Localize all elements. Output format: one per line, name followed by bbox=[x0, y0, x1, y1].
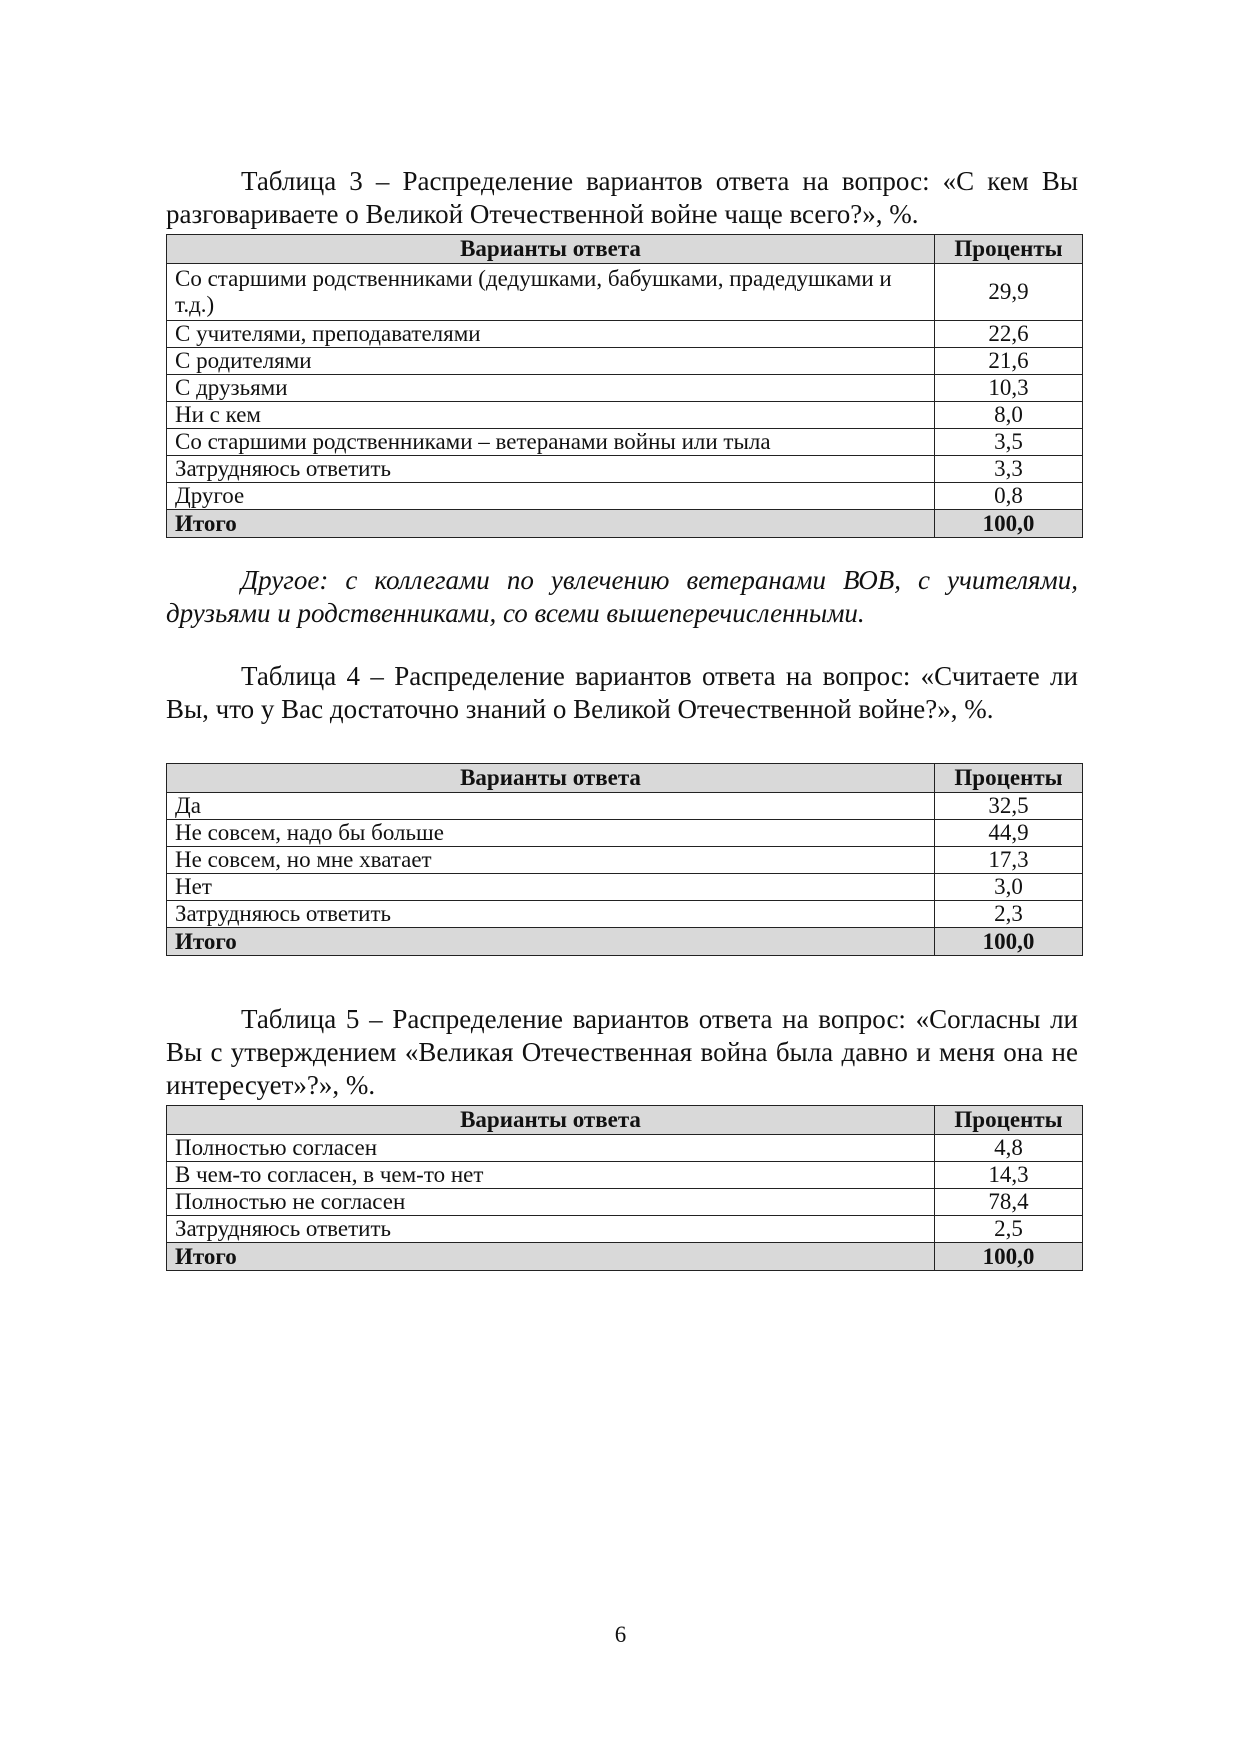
row-value: 44,9 bbox=[935, 820, 1083, 847]
row-value: 3,0 bbox=[935, 874, 1083, 901]
row-value: 29,9 bbox=[935, 264, 1083, 321]
row-value: 3,5 bbox=[935, 429, 1083, 456]
table3-header-row bbox=[167, 235, 1083, 264]
table5-total-row bbox=[167, 1243, 1083, 1271]
table-row bbox=[167, 874, 1083, 901]
table4-total-row bbox=[167, 928, 1083, 956]
row-value: 4,8 bbox=[935, 1135, 1083, 1162]
row-label: Нет bbox=[167, 874, 935, 901]
table-row bbox=[167, 1189, 1083, 1216]
row-label: С учителями, преподавателями bbox=[167, 321, 935, 348]
row-label: Полностью не согласен bbox=[167, 1189, 935, 1216]
row-label: Со старшими родственниками (дедушками, бабушками, прадедушками и т.д.) bbox=[167, 264, 935, 321]
total-value: 100,0 bbox=[935, 1243, 1083, 1271]
row-value: 78,4 bbox=[935, 1189, 1083, 1216]
table-row bbox=[167, 1162, 1083, 1189]
table3-header-variants: Варианты ответа bbox=[167, 235, 935, 264]
row-label: Затрудняюсь ответить bbox=[167, 901, 935, 928]
table-row bbox=[167, 375, 1083, 402]
table-row bbox=[167, 793, 1083, 820]
table-row bbox=[167, 820, 1083, 847]
table-row bbox=[167, 901, 1083, 928]
table3-total-row bbox=[167, 510, 1083, 538]
table-row bbox=[167, 321, 1083, 348]
row-value: 32,5 bbox=[935, 793, 1083, 820]
row-value: 0,8 bbox=[935, 483, 1083, 510]
table5-header-percent: Проценты bbox=[935, 1106, 1083, 1135]
table3-note: Другое: с коллегами по увлечению ветеранами ВОВ, с учителями, друзьями и родственниками, со всеми вышеперечисленными. bbox=[166, 565, 1078, 628]
table5-caption: Таблица 5 – Распределение вариантов ответа на вопрос: «Согласны ли Вы с утверждением «Великая Отечественная война была давно и меня она не интересует»?», %. bbox=[166, 1004, 1078, 1100]
total-value: 100,0 bbox=[935, 510, 1083, 538]
row-value: 2,3 bbox=[935, 901, 1083, 928]
table-row bbox=[167, 429, 1083, 456]
row-label: Другое bbox=[167, 483, 935, 510]
table-row bbox=[167, 264, 1083, 321]
row-label: Да bbox=[167, 793, 935, 820]
table-row bbox=[167, 847, 1083, 874]
row-value: 10,3 bbox=[935, 375, 1083, 402]
table-row bbox=[167, 456, 1083, 483]
row-value: 8,0 bbox=[935, 402, 1083, 429]
row-value: 17,3 bbox=[935, 847, 1083, 874]
row-label: В чем-то согласен, в чем-то нет bbox=[167, 1162, 935, 1189]
row-value: 2,5 bbox=[935, 1216, 1083, 1243]
table-row bbox=[167, 1216, 1083, 1243]
table4-caption: Таблица 4 – Распределение вариантов ответа на вопрос: «Считаете ли Вы, что у Вас достаточно знаний о Великой Отечественной войне?», %. bbox=[166, 661, 1078, 724]
table-row bbox=[167, 348, 1083, 375]
row-label: Затрудняюсь ответить bbox=[167, 456, 935, 483]
row-label: Затрудняюсь ответить bbox=[167, 1216, 935, 1243]
page-number: 6 bbox=[614, 1622, 627, 1647]
row-label: Ни с кем bbox=[167, 402, 935, 429]
table4-header-row bbox=[167, 764, 1083, 793]
table4-header-variants: Варианты ответа bbox=[167, 764, 935, 793]
table-row bbox=[167, 402, 1083, 429]
row-label: С родителями bbox=[167, 348, 935, 375]
table3-header-percent: Проценты bbox=[935, 235, 1083, 264]
row-label: Не совсем, но мне хватает bbox=[167, 847, 935, 874]
table5 bbox=[166, 1105, 1083, 1271]
row-value: 22,6 bbox=[935, 321, 1083, 348]
table3 bbox=[166, 234, 1083, 538]
row-value: 21,6 bbox=[935, 348, 1083, 375]
table4 bbox=[166, 763, 1083, 956]
table-row bbox=[167, 483, 1083, 510]
table5-header-row bbox=[167, 1106, 1083, 1135]
row-label: Не совсем, надо бы больше bbox=[167, 820, 935, 847]
table-row bbox=[167, 1135, 1083, 1162]
table4-header-percent: Проценты bbox=[935, 764, 1083, 793]
row-label: Полностью согласен bbox=[167, 1135, 935, 1162]
total-label: Итого bbox=[167, 928, 935, 956]
row-label: Со старшими родственниками – ветеранами войны или тыла bbox=[167, 429, 935, 456]
table5-header-variants: Варианты ответа bbox=[167, 1106, 935, 1135]
total-value: 100,0 bbox=[935, 928, 1083, 956]
row-value: 3,3 bbox=[935, 456, 1083, 483]
total-label: Итого bbox=[167, 510, 935, 538]
row-value: 14,3 bbox=[935, 1162, 1083, 1189]
table3-caption: Таблица 3 – Распределение вариантов ответа на вопрос: «С кем Вы разговариваете о Великой Отечественной войне чаще всего?», %. bbox=[166, 166, 1078, 229]
row-label: С друзьями bbox=[167, 375, 935, 402]
total-label: Итого bbox=[167, 1243, 935, 1271]
